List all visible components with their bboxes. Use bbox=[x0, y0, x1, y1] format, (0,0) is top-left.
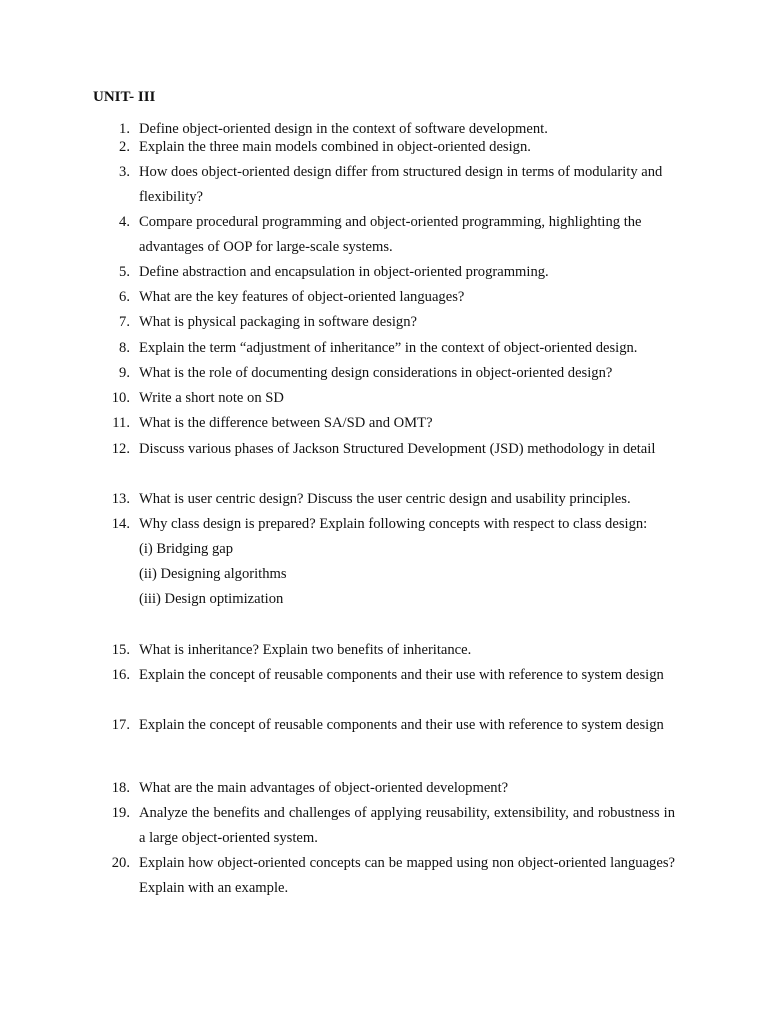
question-text: Explain the term “adjustment of inheritance” in the context of object-oriented design. bbox=[139, 340, 638, 356]
question-text: What are the main advantages of object-oriented development? bbox=[139, 780, 509, 796]
sub-item: (i) Bridging gap bbox=[139, 541, 234, 557]
question-number: 14. bbox=[111, 516, 130, 532]
question-text: How does object-oriented design differ from structured design in terms of modularity and flexibility? bbox=[139, 164, 663, 205]
question-text: Explain the concept of reusable components and their use with reference to system design bbox=[139, 717, 664, 733]
question-text: What is the difference between SA/SD and OMT? bbox=[139, 415, 433, 431]
question-text bbox=[139, 512, 675, 612]
question-number: 4. bbox=[119, 214, 130, 230]
question-number: 12. bbox=[111, 441, 130, 457]
sub-item: (ii) Designing algorithms bbox=[139, 566, 287, 582]
question-number: 15. bbox=[111, 642, 130, 658]
question-number: 18. bbox=[111, 780, 130, 796]
question-number: 7. bbox=[119, 314, 130, 330]
unit-title: UNIT- III bbox=[93, 89, 156, 105]
question-text: Define object-oriented design in the context of software development. bbox=[139, 121, 548, 137]
question-text: What is user centric design? Discuss the user centric design and usability principles. bbox=[139, 491, 631, 507]
question-text-main: Why class design is prepared? Explain following concepts with respect to class design: bbox=[139, 516, 648, 532]
question-number: 17. bbox=[111, 717, 130, 733]
question-number: 10. bbox=[111, 390, 130, 406]
sub-item: (iii) Design optimization bbox=[139, 591, 284, 607]
question-number: 3. bbox=[119, 164, 130, 180]
question-number: 6. bbox=[119, 289, 130, 305]
question-number: 20. bbox=[111, 855, 130, 871]
question-text: Compare procedural programming and object-oriented programming, highlighting the advantages of OOP for large-scale systems. bbox=[139, 214, 642, 255]
question-text: Define abstraction and encapsulation in object-oriented programming. bbox=[139, 264, 549, 280]
question-number: 13. bbox=[111, 491, 130, 507]
question-text: What is physical packaging in software design? bbox=[139, 314, 418, 330]
question-number: 16. bbox=[111, 667, 130, 683]
question-text: Explain how object-oriented concepts can be mapped using non object-oriented languages? Explain with an example. bbox=[139, 855, 675, 896]
question-text: Explain the three main models combined in object-oriented design. bbox=[139, 139, 531, 155]
question-text: What is the role of documenting design considerations in object-oriented design? bbox=[139, 365, 613, 381]
question-text: Discuss various phases of Jackson Structured Development (JSD) methodology in detail bbox=[139, 441, 656, 457]
question-text: Analyze the benefits and challenges of applying reusability, extensibility, and robustness in a large object-oriented system. bbox=[139, 805, 675, 846]
question-text: What is inheritance? Explain two benefits of inheritance. bbox=[139, 642, 472, 658]
question-number: 9. bbox=[119, 365, 130, 381]
question-number: 8. bbox=[119, 340, 130, 356]
question-text: What are the key features of object-oriented languages? bbox=[139, 289, 465, 305]
question-number: 19. bbox=[111, 805, 130, 821]
question-number: 11. bbox=[112, 415, 130, 431]
question-text: Write a short note on SD bbox=[139, 390, 284, 406]
question-number: 1. bbox=[119, 121, 130, 137]
question-number: 2. bbox=[119, 139, 130, 155]
question-text: Explain the concept of reusable components and their use with reference to system design bbox=[139, 667, 664, 683]
question-number: 5. bbox=[119, 264, 130, 280]
